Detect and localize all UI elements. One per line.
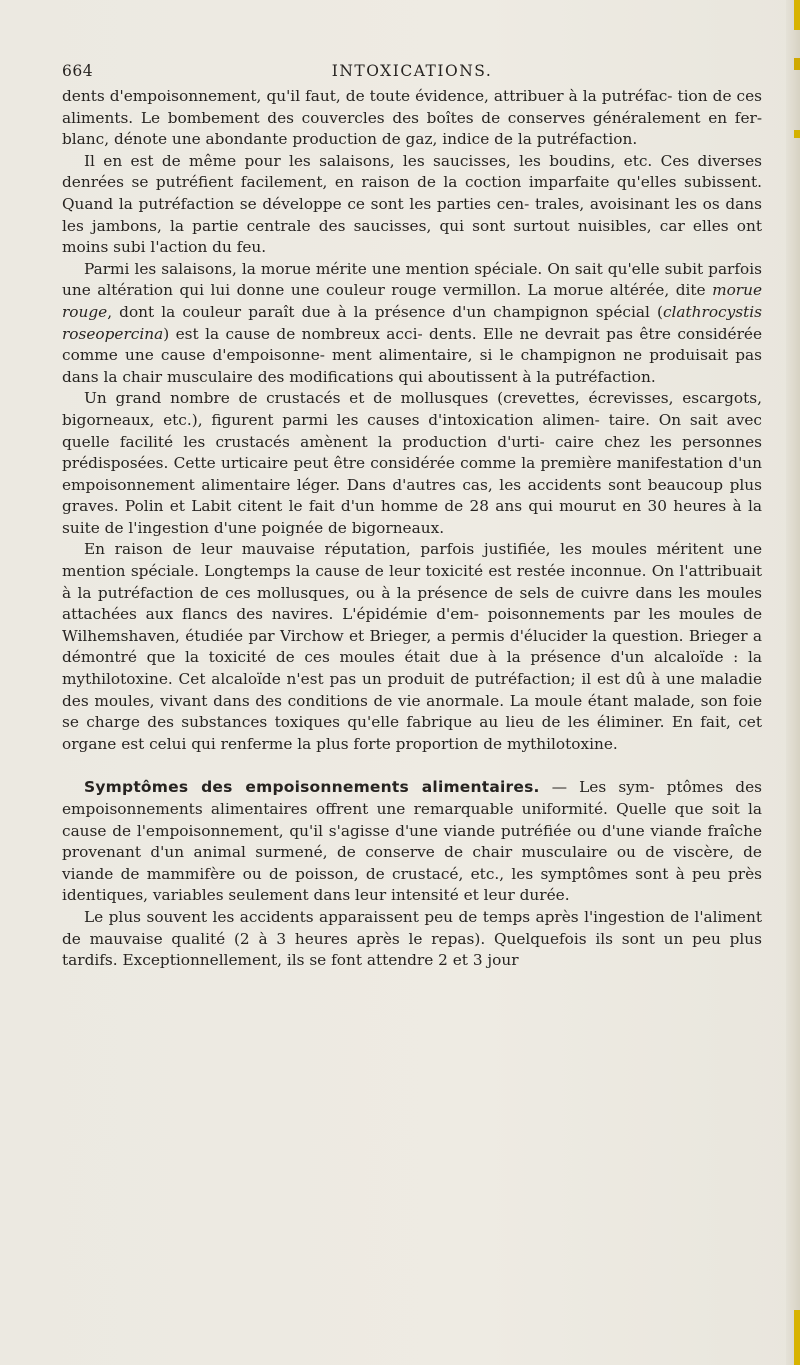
- italic-term: clathrocystis roseopercina: [62, 302, 762, 343]
- paragraph: [62, 259, 762, 389]
- italic-term: morue rouge: [62, 281, 762, 321]
- page-header: [62, 62, 762, 84]
- body-text: [62, 86, 762, 972]
- edge-tab-mark: [794, 58, 800, 70]
- paragraph-text: , dont la couleur paraît due à la présence d'un champignon spécial (: [107, 302, 663, 321]
- paragraph: En raison de leur mauvaise réputation, parfois justifiée, les moules méritent une mention spéciale. Longtemps la cause de leur toxicité est restée inconnue. On l'attribuait à la putréfaction de ces mollusques, ou à la présence de sels de cuivre dans les moules attachées aux flancs des navires. L'épidémie d'em- poisonnements par les moules de Wilhemshaven, étudiée par Virchow et Brieger, a permis d'élucider la question. Brieger a démontré que la toxicité de ces moules était due à la présence d'un alcaloïde : la mythilotoxine. Cet alcaloïde n'est pas un produit de putréfaction; il est dû à une maladie des moules, vivant dans des conditions de vie anormale. La moule étant malade, son foie se charge des substances toxiques qu'elle fabrique au lieu de les éliminer. En fait, cet organe est celui qui renferme la plus forte proportion de mythilotoxine.: [62, 540, 762, 753]
- page-edge: [786, 0, 800, 1365]
- paragraph: dents d'empoisonnement, qu'il faut, de toute évidence, attribuer à la putréfac- tion de ces aliments. Le bombement des couvercles des boîtes de conserves généralement en fer-blanc, dénote une abondante production de gaz, indice de la putréfaction.: [62, 87, 762, 149]
- paragraph: Il en est de même pour les salaisons, les saucisses, les boudins, etc. Ces diverses denrées se putréfient facilement, en raison de la coction imparfaite qu'elles subissent. Quand la putréfaction se développe ce sont les parties cen- trales, avoisinant les os dans les jambons, la partie centrale des saucisses, qui sont surtout nuisibles, car elles ont moins subi l'action du feu.: [62, 151, 762, 257]
- edge-tab-mark: [794, 130, 800, 138]
- running-title: INTOXICATIONS.: [331, 62, 493, 80]
- section-paragraph: [62, 777, 762, 907]
- edge-tab-mark: [794, 0, 800, 30]
- paragraph: Le plus souvent les accidents apparaissent peu de temps après l'ingestion de l'aliment de mauvaise qualité (2 à 3 heures après le repas). Quelquefois ils sont un peu plus tardifs. Exceptionnellement, ils se font attendre 2 et 3 jour: [62, 907, 762, 970]
- section-title: Symptômes des empoisonnements alimentaires.: [84, 778, 540, 797]
- paragraph-text: ) est la cause de nombreux acci- dents. Elle ne devrait pas être considérée comme une cause d'empoisonne- ment alimentaire, si le champignon ne produisait pas dans la chair musculaire des modifications qui aboutissent à la putréfaction.: [62, 324, 762, 386]
- edge-tab-mark: [794, 1310, 800, 1365]
- paragraph-text: Parmi les salaisons, la morue mérite une mention spéciale. On sait qu'elle subit parfois une altération qui lui donne une couleur rouge vermillon. La morue altérée, dite: [62, 259, 762, 300]
- paragraph-text: — Les sym- ptômes des empoisonnements alimentaires offrent une remarquable uniformité. Quelle que soit la cause de l'empoisonnement, qu'il s'agisse d'une viande putréfiée ou d'une viande fraîche provenant d'un animal surmené, de conserve de chair musculaire ou de viscère, de viande de mammifère ou de poisson, de crustacé, etc., les symptômes sont à peu près identiques, variables seulement dans leur intensité et leur durée.: [62, 778, 762, 905]
- page-number: 664: [62, 62, 94, 80]
- paragraph: Un grand nombre de crustacés et de mollusques (crevettes, écrevisses, escargots, bigorneaux, etc.), figurent parmi les causes d'intoxication alimen- taire. On sait avec quelle facilité les crustacés amènent la production d'urti- caire chez les personnes prédisposées. Cette urticaire peut être considérée comme la première manifestation d'un empoisonnement alimentaire léger. Dans d'autres cas, les accidents sont beaucoup plus graves. Polin et Labit citent le fait d'un homme de 28 ans qui mourut en 30 heures à la suite de l'ingestion d'une poignée de bigorneaux.: [62, 389, 762, 537]
